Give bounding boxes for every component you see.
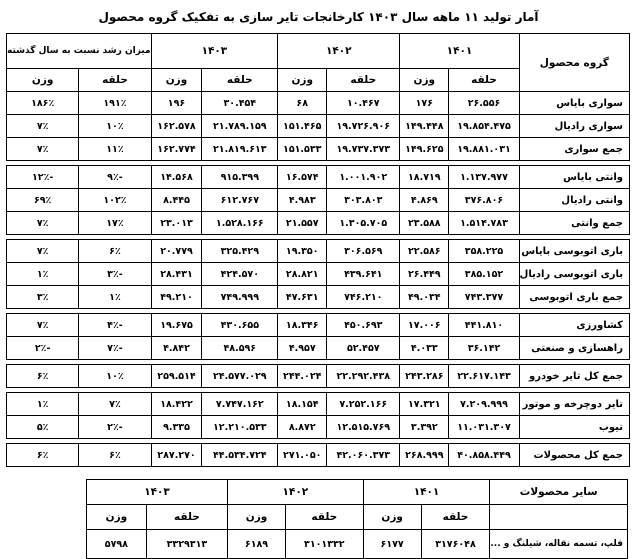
other-header-weight: وزن bbox=[228, 505, 286, 530]
row-value-cell: ۱۹.۷۳۷.۳۷۳ bbox=[327, 138, 400, 161]
row-group-cell: جمع کل محصولات bbox=[519, 444, 629, 467]
row-value-cell: ۲۰.۷۷۹ bbox=[151, 240, 202, 263]
header-piece: حلقه bbox=[79, 69, 151, 92]
row-value-cell: ۳۵۸.۲۲۵ bbox=[449, 240, 519, 263]
row-value-cell: ۱۴۹.۶۲۵ bbox=[400, 138, 449, 161]
row-value-cell: ۱۹.۶۷۵ bbox=[151, 314, 202, 337]
row-value-cell: ۴.۸۴۲ bbox=[151, 337, 202, 360]
row-value-cell: ۱۰.۴۶۷ bbox=[327, 92, 400, 115]
row-value-cell: ۶۹٪ bbox=[7, 189, 79, 212]
row-value-cell: ۱۸۶٪ bbox=[7, 92, 79, 115]
row-value-cell: ۷۴۳.۳۷۷ bbox=[449, 286, 519, 309]
row-value-cell: ۴.۰۳۳ bbox=[400, 337, 449, 360]
other-cell: ۳۱۰۱۳۳۲ bbox=[285, 530, 363, 559]
table-row bbox=[7, 337, 630, 360]
table-row bbox=[7, 444, 630, 467]
row-value-cell: ۱۲.۵۱۵.۷۶۹ bbox=[327, 416, 400, 439]
row-value-cell: ۱۷.۳۲۱ bbox=[400, 393, 449, 416]
row-value-cell: ۷.۲۵۲.۱۶۶ bbox=[327, 393, 400, 416]
row-value-cell: ۴۹.۲۱۰ bbox=[151, 286, 202, 309]
row-value-cell: ۲۲.۲۹۲.۴۳۸ bbox=[327, 365, 400, 388]
row-value-cell: ۱۰٪ bbox=[79, 115, 151, 138]
row-value-cell: ۵۲.۴۵۷ bbox=[327, 337, 400, 360]
row-value-cell: ۷٪ bbox=[7, 314, 79, 337]
other-header-weight: وزن bbox=[87, 505, 147, 530]
row-value-cell: ۴۴.۵۳۴.۷۲۴ bbox=[202, 444, 278, 467]
row-group-cell: باری اتوبوسی رادیال bbox=[519, 263, 629, 286]
header-piece: حلقه bbox=[449, 69, 519, 92]
row-value-cell: ۱۶.۵۷۴ bbox=[278, 166, 327, 189]
row-value-cell: ۲۶.۵۵۶ bbox=[449, 92, 519, 115]
row-value-cell: ۳٪ bbox=[7, 286, 79, 309]
row-value-cell: ۱۲.۲۱۰.۵۳۳ bbox=[202, 416, 278, 439]
row-value-cell: ۴۰.۸۵۸.۴۴۹ bbox=[449, 444, 519, 467]
row-value-cell: ۲۱.۷۸۹.۱۵۹ bbox=[202, 115, 278, 138]
row-value-cell: ۲۶.۴۴۹ bbox=[400, 263, 449, 286]
row-group-cell: جمع باری اتوبوسی bbox=[519, 286, 629, 309]
row-value-cell: ۲۱.۸۱۹.۶۱۳ bbox=[202, 138, 278, 161]
row-value-cell: ۴۳۹.۶۴۱ bbox=[327, 263, 400, 286]
row-value-cell: ۴۳۰.۶۵۵ bbox=[202, 314, 278, 337]
other-header-blank bbox=[490, 505, 628, 530]
header-weight: وزن bbox=[278, 69, 327, 92]
row-value-cell: ۳۷۶.۸۰۶ bbox=[449, 189, 519, 212]
row-group-cell: وانتی رادیال bbox=[519, 189, 629, 212]
row-value-cell: ۹۱۵.۳۹۹ bbox=[202, 166, 278, 189]
page-title: آمار تولید ۱۱ ماهه سال ۱۴۰۳ کارخانجات تایر سازی به تفکیک گروه محصول bbox=[98, 10, 539, 24]
table-row bbox=[7, 189, 630, 212]
row-value-cell: ۴۲.۰۶۰.۳۷۳ bbox=[327, 444, 400, 467]
row-value-cell: -۲٪ bbox=[79, 416, 151, 439]
row-value-cell: ۱۹.۸۵۴.۴۷۵ bbox=[449, 115, 519, 138]
row-value-cell: ۱.۱۳۷.۹۷۷ bbox=[449, 166, 519, 189]
row-value-cell: ۲۴.۵۷۷.۰۲۹ bbox=[202, 365, 278, 388]
other-cell: ۳۱۷۶۰۴۸ bbox=[421, 530, 490, 559]
row-value-cell: ۱.۰۰۱.۹۰۲ bbox=[327, 166, 400, 189]
row-value-cell: ۳۶.۱۴۲ bbox=[449, 337, 519, 360]
other-header-piece: حلقه bbox=[146, 505, 227, 530]
row-value-cell: ۲۴۴.۰۲۴ bbox=[278, 365, 327, 388]
row-value-cell: -۳٪ bbox=[79, 263, 151, 286]
row-value-cell: ۴۸.۵۹۶ bbox=[202, 337, 278, 360]
header-piece: حلقه bbox=[327, 69, 400, 92]
row-value-cell: ۱٪ bbox=[7, 263, 79, 286]
row-value-cell: ۴۲۴.۵۷۰ bbox=[202, 263, 278, 286]
row-value-cell: ۴.۹۵۷ bbox=[278, 337, 327, 360]
row-value-cell: ۱۷۶ bbox=[400, 92, 449, 115]
row-value-cell: ۷٪ bbox=[7, 212, 79, 235]
row-value-cell: ۶۱۲.۷۶۷ bbox=[202, 189, 278, 212]
table-row bbox=[7, 365, 630, 388]
row-value-cell: ۱۷٪ bbox=[79, 212, 151, 235]
row-value-cell: ۴۵۰.۶۹۳ bbox=[327, 314, 400, 337]
row-value-cell: ۶۸ bbox=[278, 92, 327, 115]
row-value-cell: ۶٪ bbox=[79, 240, 151, 263]
row-value-cell: ۱.۵۲۸.۱۶۶ bbox=[202, 212, 278, 235]
row-value-cell: ۲۸.۸۲۱ bbox=[278, 263, 327, 286]
other-header-piece: حلقه bbox=[285, 505, 363, 530]
row-value-cell: ۱۸.۴۲۲ bbox=[151, 393, 202, 416]
row-value-cell: ۴۹.۰۳۴ bbox=[400, 286, 449, 309]
row-value-cell: ۳۰۳.۸۰۳ bbox=[327, 189, 400, 212]
row-value-cell: ۶٪ bbox=[7, 365, 79, 388]
production-table bbox=[6, 33, 630, 467]
other-header: سایر محصولات bbox=[490, 480, 628, 505]
row-value-cell: ۲۲.۵۸۶ bbox=[400, 240, 449, 263]
row-value-cell: ۱۰٪ bbox=[79, 365, 151, 388]
row-value-cell: ۲۳.۵۸۸ bbox=[400, 212, 449, 235]
row-value-cell: ۱٪ bbox=[7, 393, 79, 416]
row-group-cell: وانتی بایاس bbox=[519, 166, 629, 189]
other-cell: ۵۷۹۸ bbox=[87, 530, 147, 559]
row-value-cell: ۱۴۹.۴۴۸ bbox=[400, 115, 449, 138]
row-group-cell: راهسازی و صنعتی bbox=[519, 337, 629, 360]
row-value-cell: ۲۴۳.۲۸۶ bbox=[400, 365, 449, 388]
row-value-cell: -۱۲٪ bbox=[7, 166, 79, 189]
row-value-cell: ۱۹.۳۵۰ bbox=[278, 240, 327, 263]
row-value-cell: ۳۲۵.۴۲۹ bbox=[202, 240, 278, 263]
row-value-cell: ۱۹۱٪ bbox=[79, 92, 151, 115]
row-value-cell: ۲۶۸.۹۹۹ bbox=[400, 444, 449, 467]
row-group-cell: جمع وانتی bbox=[519, 212, 629, 235]
row-value-cell: ۴۷.۶۳۱ bbox=[278, 286, 327, 309]
other-products-table bbox=[86, 479, 628, 559]
row-value-cell: ۲۵۹.۵۱۴ bbox=[151, 365, 202, 388]
row-value-cell: ۱۹۶ bbox=[151, 92, 202, 115]
header-weight: وزن bbox=[7, 69, 79, 92]
row-value-cell: ۱۹.۸۸۱.۰۳۱ bbox=[449, 138, 519, 161]
row-value-cell: ۱۵۱.۵۳۳ bbox=[278, 138, 327, 161]
row-value-cell: ۱۴.۵۶۸ bbox=[151, 166, 202, 189]
row-value-cell: ۷٪ bbox=[79, 393, 151, 416]
row-value-cell: ۸.۸۷۲ bbox=[278, 416, 327, 439]
row-value-cell: ۴.۹۸۳ bbox=[278, 189, 327, 212]
row-value-cell: ۱۶۲.۵۷۸ bbox=[151, 115, 202, 138]
table-row bbox=[7, 92, 630, 115]
row-value-cell: ۲۲.۶۱۷.۱۴۳ bbox=[449, 365, 519, 388]
other-header-year-1402: ۱۴۰۲ bbox=[228, 480, 364, 505]
row-value-cell: -۹٪ bbox=[79, 166, 151, 189]
header-growth: میزان رشد نسبت به سال گذشته bbox=[7, 34, 152, 69]
row-value-cell: ۱۱.۰۳۱.۳۰۷ bbox=[449, 416, 519, 439]
row-value-cell: ۳۸۵.۱۵۲ bbox=[449, 263, 519, 286]
row-value-cell: ۳۰.۴۵۴ bbox=[202, 92, 278, 115]
header-year-1403: ۱۴۰۳ bbox=[151, 34, 278, 69]
row-value-cell: ۱.۳۰۵.۷۰۵ bbox=[327, 212, 400, 235]
table-row bbox=[7, 263, 630, 286]
table-row bbox=[7, 416, 630, 439]
row-value-cell: ۱۷.۰۰۶ bbox=[400, 314, 449, 337]
row-value-cell: ۴.۸۶۹ bbox=[400, 189, 449, 212]
header-weight: وزن bbox=[400, 69, 449, 92]
row-value-cell: ۷٪ bbox=[7, 115, 79, 138]
table-row bbox=[7, 286, 630, 309]
row-value-cell: ۱۸.۳۴۶ bbox=[278, 314, 327, 337]
row-value-cell: ۷۴۹.۹۹۹ bbox=[202, 286, 278, 309]
row-value-cell: -۴٪ bbox=[79, 314, 151, 337]
other-cell: ۶۱۷۷ bbox=[363, 530, 421, 559]
row-group-cell: سواری رادیال bbox=[519, 115, 629, 138]
row-value-cell: ۷۴۶.۲۱۰ bbox=[327, 286, 400, 309]
row-value-cell: ۲۸.۴۳۱ bbox=[151, 263, 202, 286]
row-value-cell: ۹.۳۳۵ bbox=[151, 416, 202, 439]
row-value-cell: ۱۸.۱۵۴ bbox=[278, 393, 327, 416]
header-year-1402: ۱۴۰۲ bbox=[278, 34, 400, 69]
table-row bbox=[7, 240, 630, 263]
row-value-cell: ۶٪ bbox=[7, 444, 79, 467]
row-value-cell: ۱۰۲٪ bbox=[79, 189, 151, 212]
row-value-cell: ۸.۴۴۵ bbox=[151, 189, 202, 212]
row-value-cell: ۷٪ bbox=[7, 240, 79, 263]
row-value-cell: ۲۷۱.۰۵۰ bbox=[278, 444, 327, 467]
row-value-cell: ۱۱٪ bbox=[79, 138, 151, 161]
row-value-cell: ۱۸.۷۱۹ bbox=[400, 166, 449, 189]
row-value-cell: ۴۴۱.۸۱۰ bbox=[449, 314, 519, 337]
row-value-cell: ۱۶۲.۷۷۴ bbox=[151, 138, 202, 161]
row-value-cell: ۱.۵۱۴.۷۸۳ bbox=[449, 212, 519, 235]
row-group-cell: تایر دوچرخه و موتور bbox=[519, 393, 629, 416]
other-header-weight: وزن bbox=[363, 505, 421, 530]
row-group-cell: کشاورزی bbox=[519, 314, 629, 337]
table-row bbox=[7, 393, 630, 416]
row-group-cell: باری اتوبوسی بایاس bbox=[519, 240, 629, 263]
row-value-cell: ۱٪ bbox=[79, 286, 151, 309]
row-value-cell: ۱۵۱.۴۶۵ bbox=[278, 115, 327, 138]
other-header-year-1403: ۱۴۰۳ bbox=[87, 480, 228, 505]
other-group-cell: فلپ، تسمه نقاله، شیلنگ و ... bbox=[490, 530, 628, 559]
table-row bbox=[7, 138, 630, 161]
row-value-cell: -۲٪ bbox=[7, 337, 79, 360]
row-value-cell: ۳۰۶.۵۶۹ bbox=[327, 240, 400, 263]
other-cell: ۶۱۸۹ bbox=[228, 530, 286, 559]
header-piece: حلقه bbox=[202, 69, 278, 92]
table-row bbox=[7, 212, 630, 235]
row-value-cell: ۷٪ bbox=[7, 138, 79, 161]
table-row bbox=[7, 314, 630, 337]
other-cell: ۳۳۲۹۳۱۳ bbox=[146, 530, 227, 559]
row-value-cell: ۲۳.۰۱۳ bbox=[151, 212, 202, 235]
other-header-piece: حلقه bbox=[421, 505, 490, 530]
header-weight: وزن bbox=[151, 69, 202, 92]
row-group-cell: سواری بایاس bbox=[519, 92, 629, 115]
row-value-cell: ۲۸۷.۲۷۰ bbox=[151, 444, 202, 467]
row-value-cell: ۷.۷۴۷.۱۶۲ bbox=[202, 393, 278, 416]
row-group-cell: جمع سواری bbox=[519, 138, 629, 161]
row-group-cell: تیوب bbox=[519, 416, 629, 439]
row-value-cell: ۳.۳۹۲ bbox=[400, 416, 449, 439]
row-value-cell: ۱۹.۷۲۶.۹۰۶ bbox=[327, 115, 400, 138]
header-group: گروه محصول bbox=[519, 34, 629, 92]
row-value-cell: -۷٪ bbox=[79, 337, 151, 360]
other-header-year-1401: ۱۴۰۱ bbox=[363, 480, 490, 505]
table-row bbox=[7, 166, 630, 189]
header-year-1401: ۱۴۰۱ bbox=[400, 34, 519, 69]
row-value-cell: ۲۱.۵۵۷ bbox=[278, 212, 327, 235]
row-value-cell: ۷.۲۰۹.۹۹۹ bbox=[449, 393, 519, 416]
row-value-cell: ۶٪ bbox=[79, 444, 151, 467]
row-group-cell: جمع کل تایر خودرو bbox=[519, 365, 629, 388]
table-row bbox=[7, 115, 630, 138]
row-value-cell: ۵٪ bbox=[7, 416, 79, 439]
